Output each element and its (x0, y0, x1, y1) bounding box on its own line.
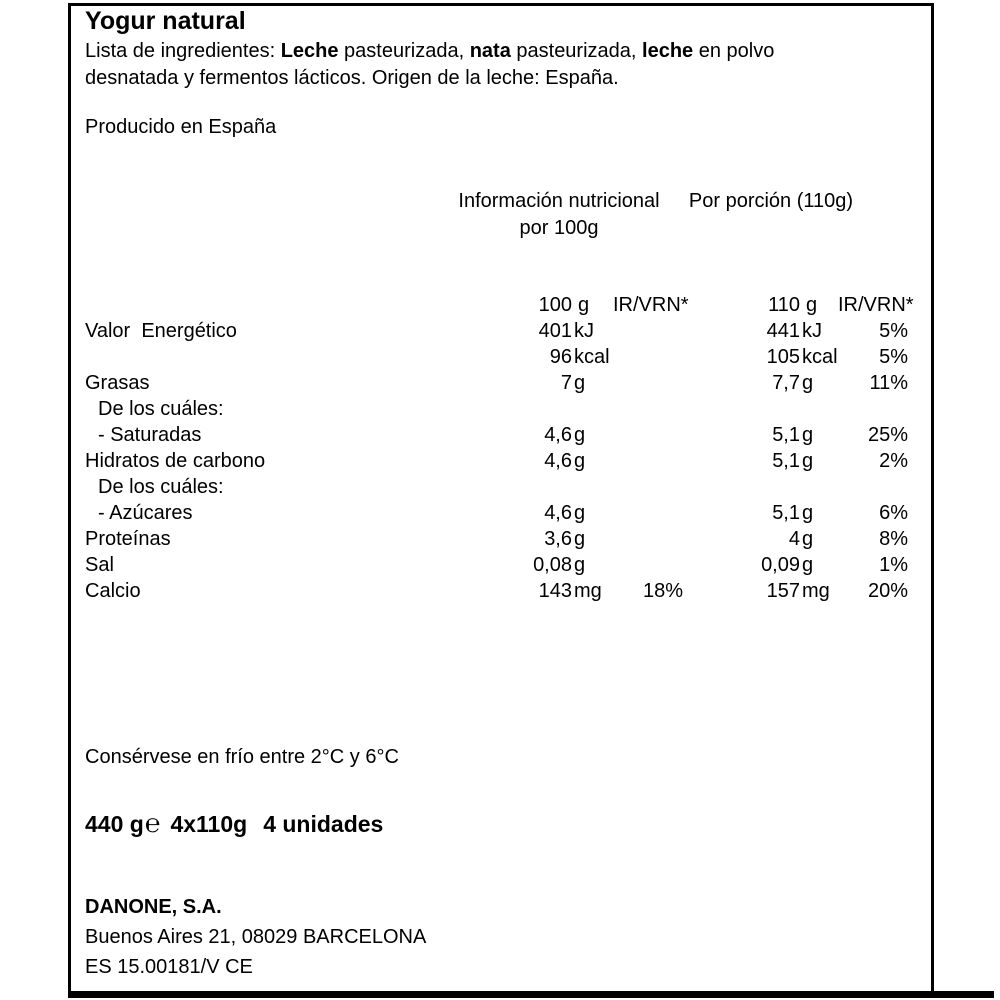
nutrient-label: Grasas (85, 372, 150, 394)
irvrn-per-portion: 20% (867, 580, 908, 602)
unit-per-100g: kJ (574, 320, 594, 342)
value-per-100g: 4,6 (544, 424, 572, 446)
ingredients-text (85, 38, 885, 92)
nutrient-label: - Saturadas (98, 424, 202, 446)
unit-per-portion (800, 474, 838, 500)
net-quantity (85, 808, 383, 839)
pack-units: 4 unidades (263, 811, 384, 837)
ingredients-segment: en polvo (693, 40, 775, 62)
value-per-portion: 4 (788, 528, 800, 550)
ingredients-segment: desnatada y fermentos lácticos. Origen de la leche: España. (85, 67, 619, 89)
unit-per-100g: g (574, 502, 586, 524)
ingredients-segment: pasteurizada, (510, 40, 643, 62)
value-per-portion: 157 (766, 580, 800, 602)
nutrient-label: - Azúcares (98, 502, 193, 524)
ingredients-segment: Lista de ingredientes: (85, 40, 281, 62)
irvrn-per-portion (838, 396, 908, 422)
value-per-portion: 5,1 (772, 424, 800, 446)
irvrn-per-portion: 8% (879, 528, 908, 550)
nutrition-row-calcium (85, 578, 908, 604)
nutrition-row-sugars (85, 500, 908, 526)
unit-per-100g (572, 474, 613, 500)
nutrition-row-carbohydrate (85, 448, 908, 474)
irvrn-per-100g (613, 448, 683, 474)
value-per-100g: 4,6 (544, 502, 572, 524)
estimated-sign-icon: ℮ (144, 808, 161, 838)
nutrition-row-of-which-carbs (85, 474, 908, 500)
bottom-border-bar (68, 991, 994, 998)
column-qty-100g: 100 (538, 294, 572, 316)
nutrient-label: Valor Energético (85, 320, 237, 342)
unit-per-100g: mg (574, 580, 602, 602)
nutrition-header-line1: Información nutricional (458, 190, 660, 212)
irvrn-per-100g (613, 370, 683, 396)
product-title: Yogur natural (85, 7, 246, 35)
storage-instructions: Consérvese en frío entre 2°C y 6°C (85, 746, 399, 768)
nutrition-header-per-100g (435, 188, 683, 242)
irvrn-per-portion: 5% (879, 346, 908, 368)
column-qty-110g: 110 (768, 294, 800, 316)
irvrn-per-portion: 2% (879, 450, 908, 472)
irvrn-per-portion: 6% (879, 502, 908, 524)
value-per-100g (435, 396, 572, 422)
nutrient-label: Calcio (85, 580, 141, 602)
ingredients-allergen: Leche (280, 40, 339, 62)
value-per-portion: 0,09 (761, 554, 800, 576)
unit-per-100g: g (574, 554, 586, 576)
nutrition-row-energy-kj (85, 318, 908, 344)
value-per-100g: 0,08 (533, 554, 572, 576)
irvrn-per-100g (613, 318, 683, 344)
manufacturer-name: DANONE, S.A. (85, 896, 222, 918)
value-per-100g: 7 (560, 372, 572, 394)
irvrn-per-100g (613, 500, 683, 526)
irvrn-per-100g (613, 422, 683, 448)
nutrition-row-saturates (85, 422, 908, 448)
value-per-100g: 96 (549, 346, 572, 368)
nutrition-row-protein (85, 526, 908, 552)
column-unit-110g: g (806, 294, 818, 316)
ingredients-segment: pasteurizada, (338, 40, 470, 62)
nutrient-label: Sal (85, 554, 114, 576)
nutrition-row-of-which-fat (85, 396, 908, 422)
value-per-100g (435, 474, 572, 500)
unit-per-100g: g (574, 528, 586, 550)
nutrition-row-salt (85, 552, 908, 578)
nutrition-subheader-row (85, 292, 914, 318)
value-per-100g: 4,6 (544, 450, 572, 472)
unit-per-100g: kcal (574, 346, 610, 368)
irvrn-per-portion: 1% (879, 554, 908, 576)
nutrition-header-line2: por 100g (519, 217, 599, 239)
unit-per-portion: g (802, 502, 814, 524)
label-frame (68, 3, 934, 991)
irvrn-per-100g (613, 474, 683, 500)
value-per-100g: 401 (538, 320, 572, 342)
unit-per-portion (800, 396, 838, 422)
irvrn-per-100g (613, 526, 683, 552)
irvrn-per-portion: 11% (869, 372, 908, 394)
nutrition-table (85, 292, 914, 604)
manufacturer-block (85, 892, 426, 982)
nutrient-label: De los cuáles: (98, 398, 224, 420)
nutrient-label (85, 344, 435, 370)
column-irvrn-100g: IR/VRN* (613, 294, 689, 316)
irvrn-per-portion: 5% (879, 320, 908, 342)
value-per-100g: 3,6 (544, 528, 572, 550)
unit-per-100g: g (574, 450, 586, 472)
pack-format: 4x110g (170, 811, 248, 837)
column-irvrn-110g: IR/VRN* (838, 294, 914, 316)
value-per-portion: 5,1 (772, 502, 800, 524)
unit-per-100g (572, 396, 613, 422)
ingredients-allergen: leche (642, 40, 694, 62)
nutrition-row-fat (85, 370, 908, 396)
net-weight: 440 g (85, 811, 144, 837)
unit-per-100g: g (574, 372, 586, 394)
value-per-portion: 5,1 (772, 450, 800, 472)
irvrn-per-100g (613, 552, 683, 578)
ingredients-allergen: nata (469, 40, 511, 62)
nutrition-row-energy-kcal (85, 344, 908, 370)
unit-per-portion: g (802, 528, 814, 550)
unit-per-portion: g (802, 450, 814, 472)
unit-per-100g: g (574, 424, 586, 446)
column-unit-100g: g (578, 294, 590, 316)
nutrient-label (85, 292, 435, 318)
value-per-100g: 143 (538, 580, 572, 602)
irvrn-per-100g (613, 344, 683, 370)
nutrient-label: De los cuáles: (98, 476, 224, 498)
value-per-portion: 441 (766, 320, 800, 342)
value-per-portion (683, 396, 800, 422)
manufacturer-address: Buenos Aires 21, 08029 BARCELONA (85, 926, 427, 948)
value-per-portion: 7,7 (772, 372, 800, 394)
unit-per-portion: g (802, 372, 814, 394)
unit-per-portion: kJ (802, 320, 822, 342)
irvrn-per-portion (838, 474, 908, 500)
unit-per-portion: g (802, 424, 814, 446)
nutrient-label: Hidratos de carbono (85, 450, 266, 472)
irvrn-per-portion: 25% (867, 424, 908, 446)
manufacturer-registry: ES 15.00181/V CE (85, 956, 253, 978)
nutrition-header-per-portion: Por porción (110g) (688, 190, 854, 212)
value-per-portion: 105 (766, 346, 800, 368)
irvrn-per-100g: 18% (642, 580, 683, 602)
unit-per-portion: mg (802, 580, 830, 602)
unit-per-portion: kcal (802, 346, 838, 368)
value-per-portion (683, 474, 800, 500)
origin-text: Producido en España (85, 116, 277, 138)
irvrn-per-100g (613, 396, 683, 422)
unit-per-portion: g (802, 554, 814, 576)
nutrient-label: Proteínas (85, 528, 171, 550)
